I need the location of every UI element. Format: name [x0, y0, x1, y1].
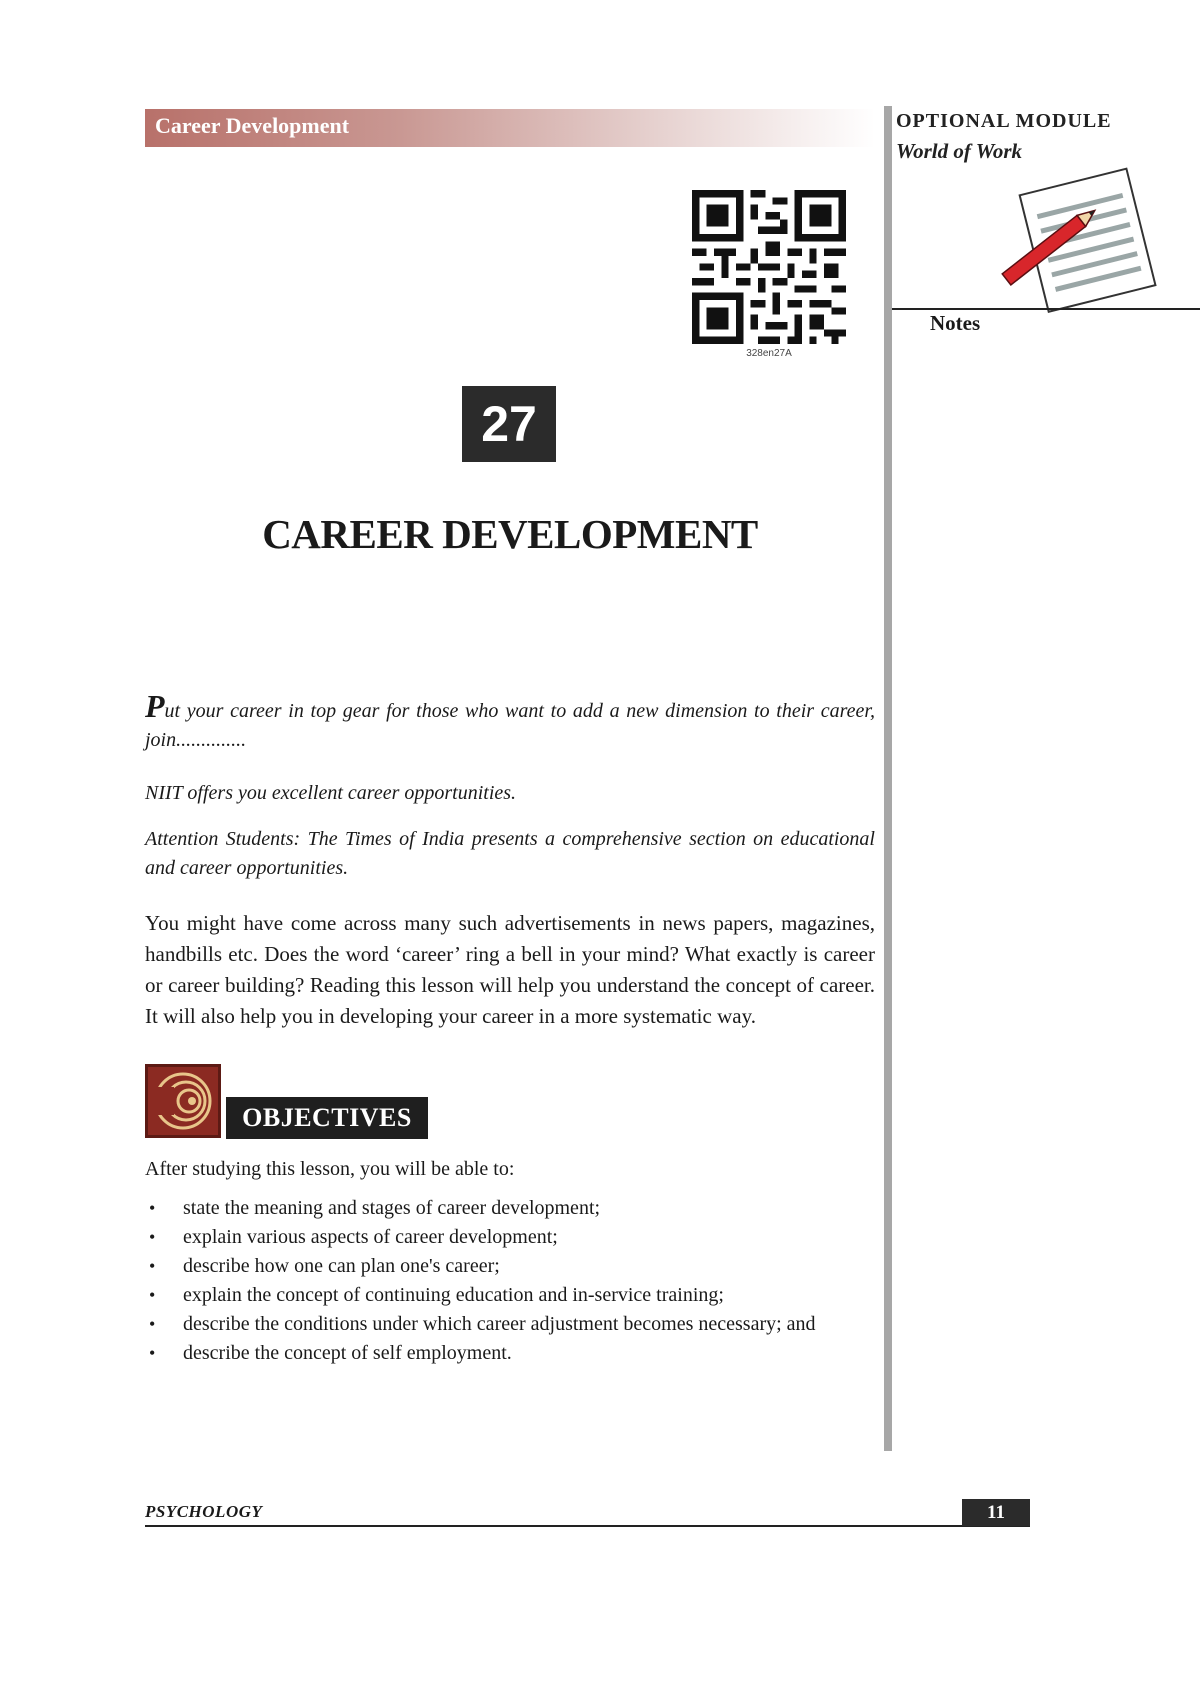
list-item: • describe the concept of self employment. [145, 1339, 875, 1368]
list-item: • state the meaning and stages of career development; [145, 1194, 875, 1223]
sidebar-rule [884, 106, 892, 1451]
ad-text-1-rest: ut your career in top gear for those who want to add a new dimension to their career, join.............. [145, 700, 875, 751]
list-item: • describe the conditions under which career adjustment becomes necessary; and [145, 1310, 875, 1339]
objectives-list [145, 1194, 875, 1368]
chapter-number: 27 [462, 386, 556, 462]
module-title: OPTIONAL MODULE [896, 110, 1112, 132]
ad-text-2: NIIT offers you excellent career opportunities. [145, 782, 517, 804]
objectives-heading: OBJECTIVES [226, 1097, 428, 1139]
intro-paragraph: You might have come across many such advertisements in news papers, magazines, handbills etc. Does the word ‘career’ ring a bell in your mind? What exactly is career or career building? Reading this lesson will help you understand the concept of career. It will also help you in developing your career in a more systematic way. [145, 911, 875, 1028]
notes-pencil-icon [996, 162, 1166, 332]
list-item: • explain various aspects of career development; [145, 1223, 875, 1252]
running-header-title: Career Development [155, 113, 350, 138]
notes-label: Notes [930, 311, 981, 335]
qr-code-icon[interactable] [692, 190, 846, 344]
ad-text-3: Attention Students: The Times of India presents a comprehensive section on educational and career opportunities. [145, 828, 875, 879]
list-item: • explain the concept of continuing education and in-service training; [145, 1281, 875, 1310]
notes-divider [892, 308, 1200, 310]
list-item: • describe how one can plan one's career; [145, 1252, 875, 1281]
module-subtitle: World of Work [896, 139, 1023, 163]
objectives-intro: After studying this lesson, you will be able to: [145, 1158, 515, 1180]
objectives-target-icon [145, 1064, 221, 1138]
running-header-bar [145, 109, 875, 147]
footer-rule [145, 1525, 1030, 1527]
drop-cap: P [145, 688, 165, 724]
qr-code-label: 328en27A [746, 348, 792, 359]
footer-subject: PSYCHOLOGY [145, 1502, 263, 1521]
page-number: 11 [962, 1499, 1030, 1526]
ad-text-1 [145, 688, 875, 755]
chapter-title: CAREER DEVELOPMENT [262, 511, 758, 557]
